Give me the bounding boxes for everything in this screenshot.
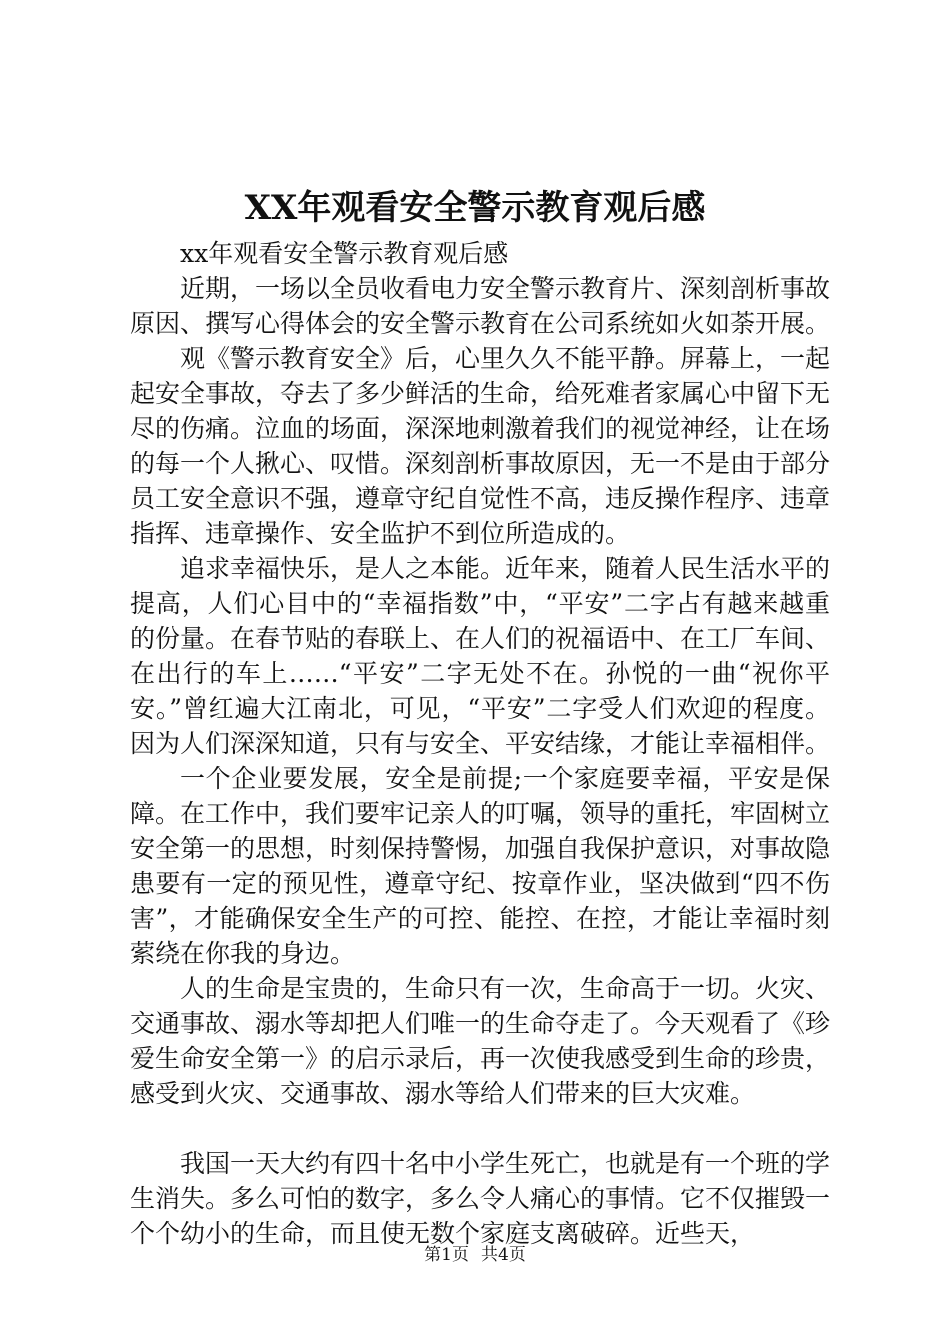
paragraph: 追求幸福快乐，是人之本能。近年来，随着人民生活水平的提高，人们心目中的“幸福指数”中，“平安”二字占有越来越重的份量。在春节贴的春联上、在人们的祝福语中、在工厂车间、在出行的车上……“平安”二字无处不在。孙悦的一曲“祝你平安。”曾红遍大江南北，可见，“平安”二字受人们欢迎的程度。因为人们深深知道，只有与安全、平安结缘，才能让幸福相伴。: [130, 554, 831, 758]
paragraph: 我国一天大约有四十名中小学生死亡，也就是有一个班的学生消失。多么可怕的数字，多么令人痛心的事情。它不仅摧毁一个个幼小的生命，而且使无数个家庭支离破碎。近些天，: [130, 1149, 831, 1248]
document-body: [130, 236, 830, 1251]
page-number-total: 共4页: [481, 1245, 526, 1265]
paragraph: 观《警示教育安全》后，心里久久不能平静。屏幕上，一起起安全事故，夺去了多少鲜活的生命，给死难者家属心中留下无尽的伤痛。泣血的场面，深深地刺激着我们的视觉神经，让在场的每一个人揪心、叹惜。深刻剖析事故原因，无一不是由于部分员工安全意识不强，遵章守纪自觉性不高，违反操作程序、违章指挥、违章操作、安全监护不到位所造成的。: [130, 344, 831, 548]
paragraph: 人的生命是宝贵的，生命只有一次，生命高于一切。火灾、交通事故、溺水等却把人们唯一的生命夺走了。今天观看了《珍爱生命安全第一》的启示录后，再一次使我感受到生命的珍贵，感受到火灾、交通事故、溺水等给人们带来的巨大灾难。: [130, 974, 831, 1108]
paragraph: 一个企业要发展，安全是前提;一个家庭要幸福，平安是保障。在工作中，我们要牢记亲人的叮嘱，领导的重托，牢固树立安全第一的思想，时刻保持警惕，加强自我保护意识，对事故隐患要有一定的预见性，遵章守纪、按章作业，坚决做到“四不伤害”，才能确保安全生产的可控、能控、在控，才能让幸福时刻萦绕在你我的身边。: [130, 764, 831, 968]
paragraph-subtitle: xx年观看安全警示教育观后感: [180, 239, 509, 268]
page-number-current: 第1页: [424, 1245, 469, 1265]
paragraph: 近期，一场以全员收看电力安全警示教育片、深刻剖析事故原因、撰写心得体会的安全警示教育在公司系统如火如荼开展。: [130, 274, 831, 338]
page-footer: [0, 1243, 950, 1267]
document-title: XX年观看安全警示教育观后感: [244, 188, 706, 228]
